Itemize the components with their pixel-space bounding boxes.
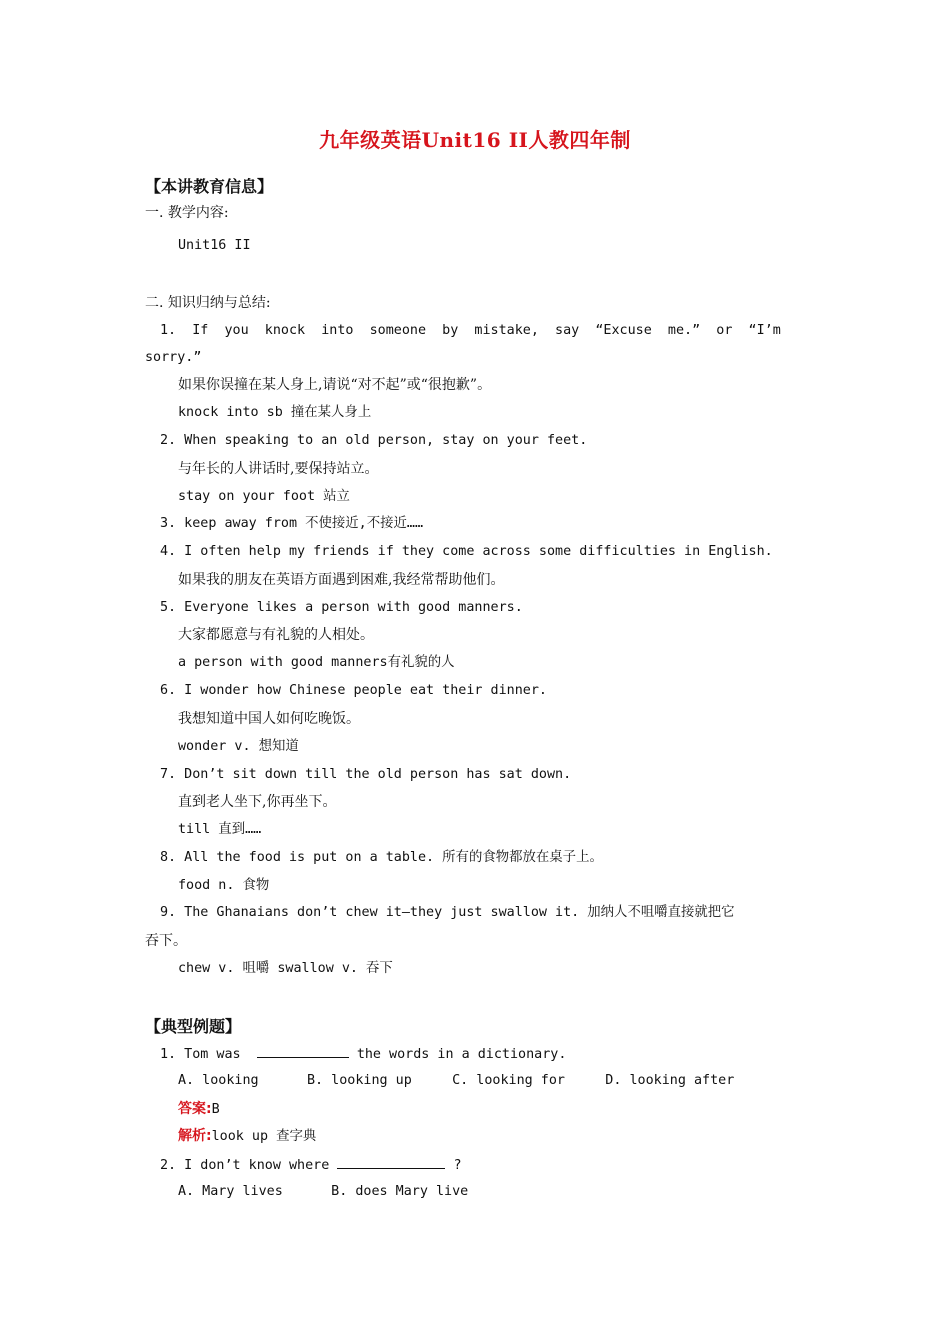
question-1 — [160, 1045, 566, 1063]
question-2-blank — [337, 1156, 445, 1169]
teaching-content-label: 一. 教学内容: — [145, 205, 229, 221]
point-4-english: 4. I often help my friends if they come across some difficulties in English. — [160, 544, 773, 559]
question-1-options: A. looking B. looking up C. looking for D. looking after — [178, 1073, 735, 1088]
point-2-note: stay on your foot 站立 — [178, 489, 350, 504]
point-1-note: knock into sb 撞在某人身上 — [178, 405, 372, 420]
point-8-note: food n. 食物 — [178, 878, 270, 893]
question-1-answer — [178, 1101, 220, 1118]
point-3-english: 3. keep away from 不使接近,不接近…… — [160, 516, 424, 531]
point-2-chinese: 与年长的人讲话时,要保持站立。 — [178, 461, 379, 477]
section-heading-examples: 【典型例题】 — [145, 1017, 242, 1036]
question-2-options: A. Mary lives B. does Mary live — [178, 1184, 469, 1199]
point-1-english-cont: sorry.” — [145, 350, 202, 365]
knowledge-summary-label: 二. 知识归纳与总结: — [145, 295, 271, 311]
point-8-english: 8. All the food is put on a table. 所有的食物都放在桌子上。 — [160, 850, 603, 865]
point-1-english: 1. If you knock into someone by mistake, say “Excuse me.” or “I’m — [160, 323, 781, 338]
question-2-prefix: 2. I don’t know where — [160, 1158, 330, 1173]
question-2 — [160, 1156, 462, 1174]
point-5-note: a person with good manners有礼貌的人 — [178, 655, 455, 670]
question-2-suffix: ? — [453, 1158, 462, 1173]
analysis-value: look up 查字典 — [211, 1129, 317, 1144]
point-9-note: chew v. 咀嚼 swallow v. 吞下 — [178, 961, 393, 976]
question-1-analysis — [178, 1128, 316, 1145]
question-1-blank — [257, 1045, 349, 1058]
section-heading-info: 【本讲教育信息】 — [145, 177, 274, 196]
analysis-label: 解析: — [178, 1128, 212, 1144]
point-2-english: 2. When speaking to an old person, stay on your feet. — [160, 433, 588, 448]
point-6-note: wonder v. 想知道 — [178, 739, 299, 754]
question-1-prefix: 1. Tom was — [160, 1047, 241, 1062]
answer-value: B — [211, 1102, 220, 1117]
point-6-english: 6. I wonder how Chinese people eat their dinner. — [160, 683, 547, 698]
point-7-english: 7. Don’t sit down till the old person has sat down. — [160, 767, 572, 782]
point-5-chinese: 大家都愿意与有礼貌的人相处。 — [178, 627, 374, 643]
answer-label: 答案: — [178, 1101, 212, 1117]
point-4-chinese: 如果我的朋友在英语方面遇到困难,我经常帮助他们。 — [178, 572, 505, 588]
question-1-suffix: the words in a dictionary. — [356, 1047, 567, 1062]
point-1-chinese: 如果你误撞在某人身上,请说“对不起”或“很抱歉”。 — [178, 377, 492, 393]
point-9-english: 9. The Ghanaians don’t chew it—they just swallow it. 加纳人不咀嚼直接就把它 — [160, 905, 735, 920]
point-5-english: 5. Everyone likes a person with good manners. — [160, 600, 523, 615]
teaching-content-value: Unit16 II — [178, 238, 251, 253]
document-title: 九年级英语Unit16 II人教四年制 — [319, 128, 631, 152]
point-9-english-cont: 吞下。 — [145, 933, 187, 949]
point-7-note: till 直到…… — [178, 822, 262, 837]
point-7-chinese: 直到老人坐下,你再坐下。 — [178, 794, 337, 810]
point-6-chinese: 我想知道中国人如何吃晚饭。 — [178, 711, 360, 727]
